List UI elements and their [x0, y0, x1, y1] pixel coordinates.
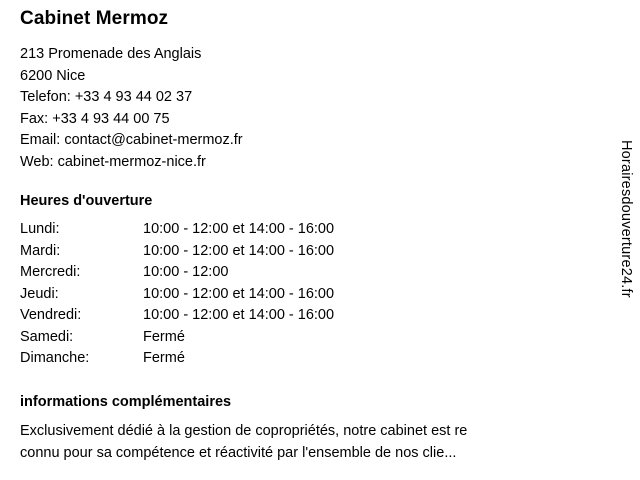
opening-hours-heading: Heures d'ouverture — [20, 193, 153, 209]
day-hours: 10:00 - 12:00 et 14:00 - 16:00 — [143, 307, 335, 323]
address-block — [20, 44, 600, 173]
opening-hours-table — [20, 219, 334, 370]
day-hours: 10:00 - 12:00 — [143, 264, 229, 280]
table-row — [20, 284, 334, 306]
fax-line: Fax: +33 4 93 44 00 75 — [20, 110, 170, 127]
day-hours: 10:00 - 12:00 et 14:00 - 16:00 — [143, 285, 335, 302]
day-label: Mardi: — [20, 242, 61, 259]
website-line: Web: cabinet-mermoz-nice.fr — [20, 153, 206, 170]
table-row — [20, 327, 334, 349]
day-label: Samedi: — [20, 328, 74, 345]
table-row — [20, 305, 334, 327]
vertical-brand-label: Horairesdouverture24.fr — [618, 140, 634, 298]
day-label: Mercredi: — [20, 264, 81, 280]
table-row — [20, 262, 334, 284]
additional-info-heading: informations complémentaires — [20, 393, 232, 410]
day-label: Vendredi: — [20, 307, 82, 323]
additional-info-line-1: Exclusivement dédié à la gestion de copropriétés, notre cabinet est re — [20, 422, 468, 439]
day-label: Lundi: — [20, 221, 60, 237]
table-row — [20, 241, 334, 263]
table-row — [20, 219, 334, 241]
day-hours: Fermé — [143, 328, 185, 345]
phone-line: Telefon: +33 4 93 44 02 37 — [20, 89, 193, 105]
day-label: Dimanche: — [20, 350, 90, 366]
address-city: 6200 Nice — [20, 67, 86, 84]
business-card-content — [20, 8, 600, 464]
additional-info-line-2: connu pour sa compétence et réactivité par l'ensemble de nos clie... — [20, 444, 457, 461]
day-hours: Fermé — [143, 350, 185, 366]
day-label: Jeudi: — [20, 285, 59, 302]
table-row — [20, 348, 334, 370]
address-street: 213 Promenade des Anglais — [20, 46, 202, 62]
page-title: Cabinet Mermoz — [20, 8, 169, 29]
email-line: Email: contact@cabinet-mermoz.fr — [20, 132, 243, 148]
day-hours: 10:00 - 12:00 et 14:00 - 16:00 — [143, 221, 335, 237]
day-hours: 10:00 - 12:00 et 14:00 - 16:00 — [143, 242, 335, 259]
